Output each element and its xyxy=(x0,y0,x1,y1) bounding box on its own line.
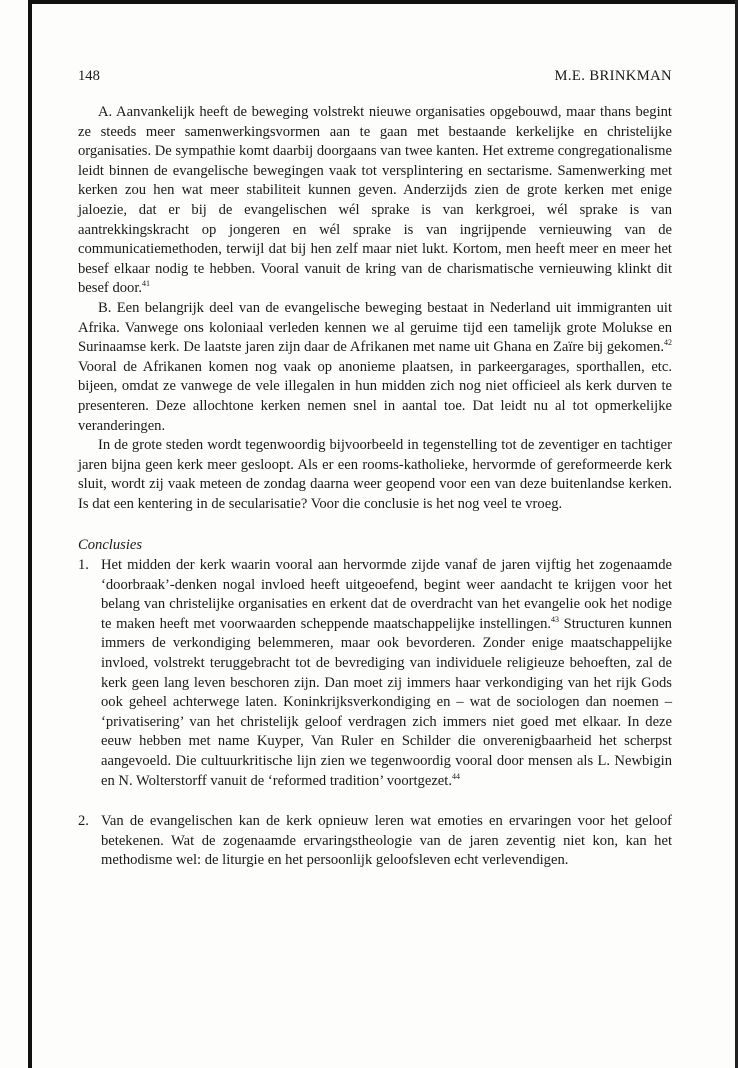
running-title: M.E. BRINKMAN xyxy=(554,68,672,84)
list-item xyxy=(78,556,672,791)
conclusion-1-text-2: Structuren kunnen immers de verkondiging belemmeren, maar ook bevorderen. Zonder enige maatschappelijke invloed, volstrekt teruggebracht tot de bevrediging van individuele religieuze behoeften, zal de kerk geen lang leven beschoren zijn. Dan moet zij immers haar verkondiging van het rijk Gods ook geheel achterwege laten. Koninkrijksverkondiging en – wat de sociologen dan noemen – ‘privatisering’ van het christelijk geloof verdragen zich immers niet goed met elkaar. In deze eeuw hebben met name Kuyper, Van Ruler en Schilder die onverenigbaarheid het scherpst aangevoeld. Die cultuurkritische lijn zien we tegenwoordig vooral door mensen als L. Newbigin en N. Wolterstorff vanuit de ‘reformed tradition’ voortgezet. xyxy=(101,615,672,789)
footnote-ref-44[interactable]: 44 xyxy=(451,771,460,781)
conclusion-1-text-1: Het midden der kerk waarin vooral aan hervormde zijde vanaf de jaren vijftig het zogenaamde ‘doorbraak’-denken nogal invloed heeft uitgeoefend, begint weer aandacht te krijgen voor het belang van christelijke organisaties en erkent dat de overdracht van het evangelie ook het nodige te maken heeft met voorwaarden scheppende maatschappelijke instellingen. xyxy=(101,557,672,632)
paragraph-c xyxy=(78,436,672,514)
footnote-ref-43[interactable]: 43 xyxy=(551,614,560,624)
paragraph-b-text-2: Vooral de Afrikanen komen nog vaak op anonieme plaatsen, in parkeergarages, sporthallen, etc. bijeen, omdat ze vanwege de vele illegalen in hun midden zich nog niet officieel als kerk durven te presenteren. Deze allochtone kerken nemen snel in aantal toe. Dat leidt nu al tot opmerkelijke veranderingen. xyxy=(78,358,672,434)
paragraph-b-text-1: B. Een belangrijk deel van de evangelische beweging bestaat in Nederland uit immigranten uit Afrika. Vanwege ons koloniaal verleden kennen we al geruime tijd een tamelijk grote Molukse en Surinaamse kerk. De laatste jaren zijn daar de Afrikanen met name uit Ghana en Zaïre bij gekomen. xyxy=(78,299,672,356)
conclusions-list xyxy=(78,556,672,871)
paragraph-b xyxy=(78,299,672,436)
paragraph-a xyxy=(78,103,672,299)
paragraph-c-text: In de grote steden wordt tegenwoordig bijvoorbeeld in tegenstelling tot de zeventiger en tachtiger jaren bijna geen kerk meer gesloopt. Als er een rooms-katholieke, hervormde of gereformeerde kerk sluit, wordt zij vaak meteen de zondag daarna weer geopend voor een van deze buitenlandse kerken. Is dat een kentering in de secularisatie? Voor die conclusie is het nog veel te vroeg. xyxy=(78,437,672,512)
footnote-ref-42[interactable]: 42 xyxy=(664,338,672,348)
list-item xyxy=(78,812,672,871)
list-item-number: 1. xyxy=(78,557,89,574)
section-heading-conclusies: Conclusies xyxy=(78,537,143,554)
list-item-number: 2. xyxy=(78,813,89,830)
running-header xyxy=(78,66,672,86)
paragraph-a-text: A. Aanvankelijk heeft de beweging volstrekt nieuwe organisaties opgebouwd, maar thans begint ze steeds meer samenwerkingsvormen aan te gaan met bestaande kerkelijke en christelijke organisaties. De sympathie komt daarbij doorgaans van twee kanten. Het extreme congregationalisme leidt binnen de evangelische bewegingen vaak tot versplintering en sectarisme. Samenwerking met kerken zou hen wat meer stabiliteit kunnen geven. Anderzijds zien de grote kerken met enige jaloezie, dat er bij de evangelischen wél sprake is van kerkgroei, wél sprake is van aantrekkingskracht op jongeren en wél sprake is van ingrijpende vernieuwing van de communicatiemethoden, terwijl dat bij hen zelf maar niet lukt. Kortom, men heeft meer en meer het besef elkaar nodig te hebben. Vooral vanuit de kring van de charismatische vernieuwing klinkt dit besef door. xyxy=(78,104,672,297)
footnote-ref-41[interactable]: 41 xyxy=(142,279,151,289)
list-item-text xyxy=(101,556,672,791)
scan-border-left xyxy=(28,0,32,1068)
page-number: 148 xyxy=(78,68,100,84)
scan-border-top xyxy=(28,0,738,4)
page-content xyxy=(78,66,672,871)
list-item-text: Van de evangelischen kan de kerk opnieuw leren wat emoties en ervaringen voor het geloof betekenen. Wat de zogenaamde ervaringstheologie van de jaren zeventig niet kon, kan het methodisme wel: de liturgie en het persoonlijk geloofsleven echt verlevendigen. xyxy=(101,813,672,869)
